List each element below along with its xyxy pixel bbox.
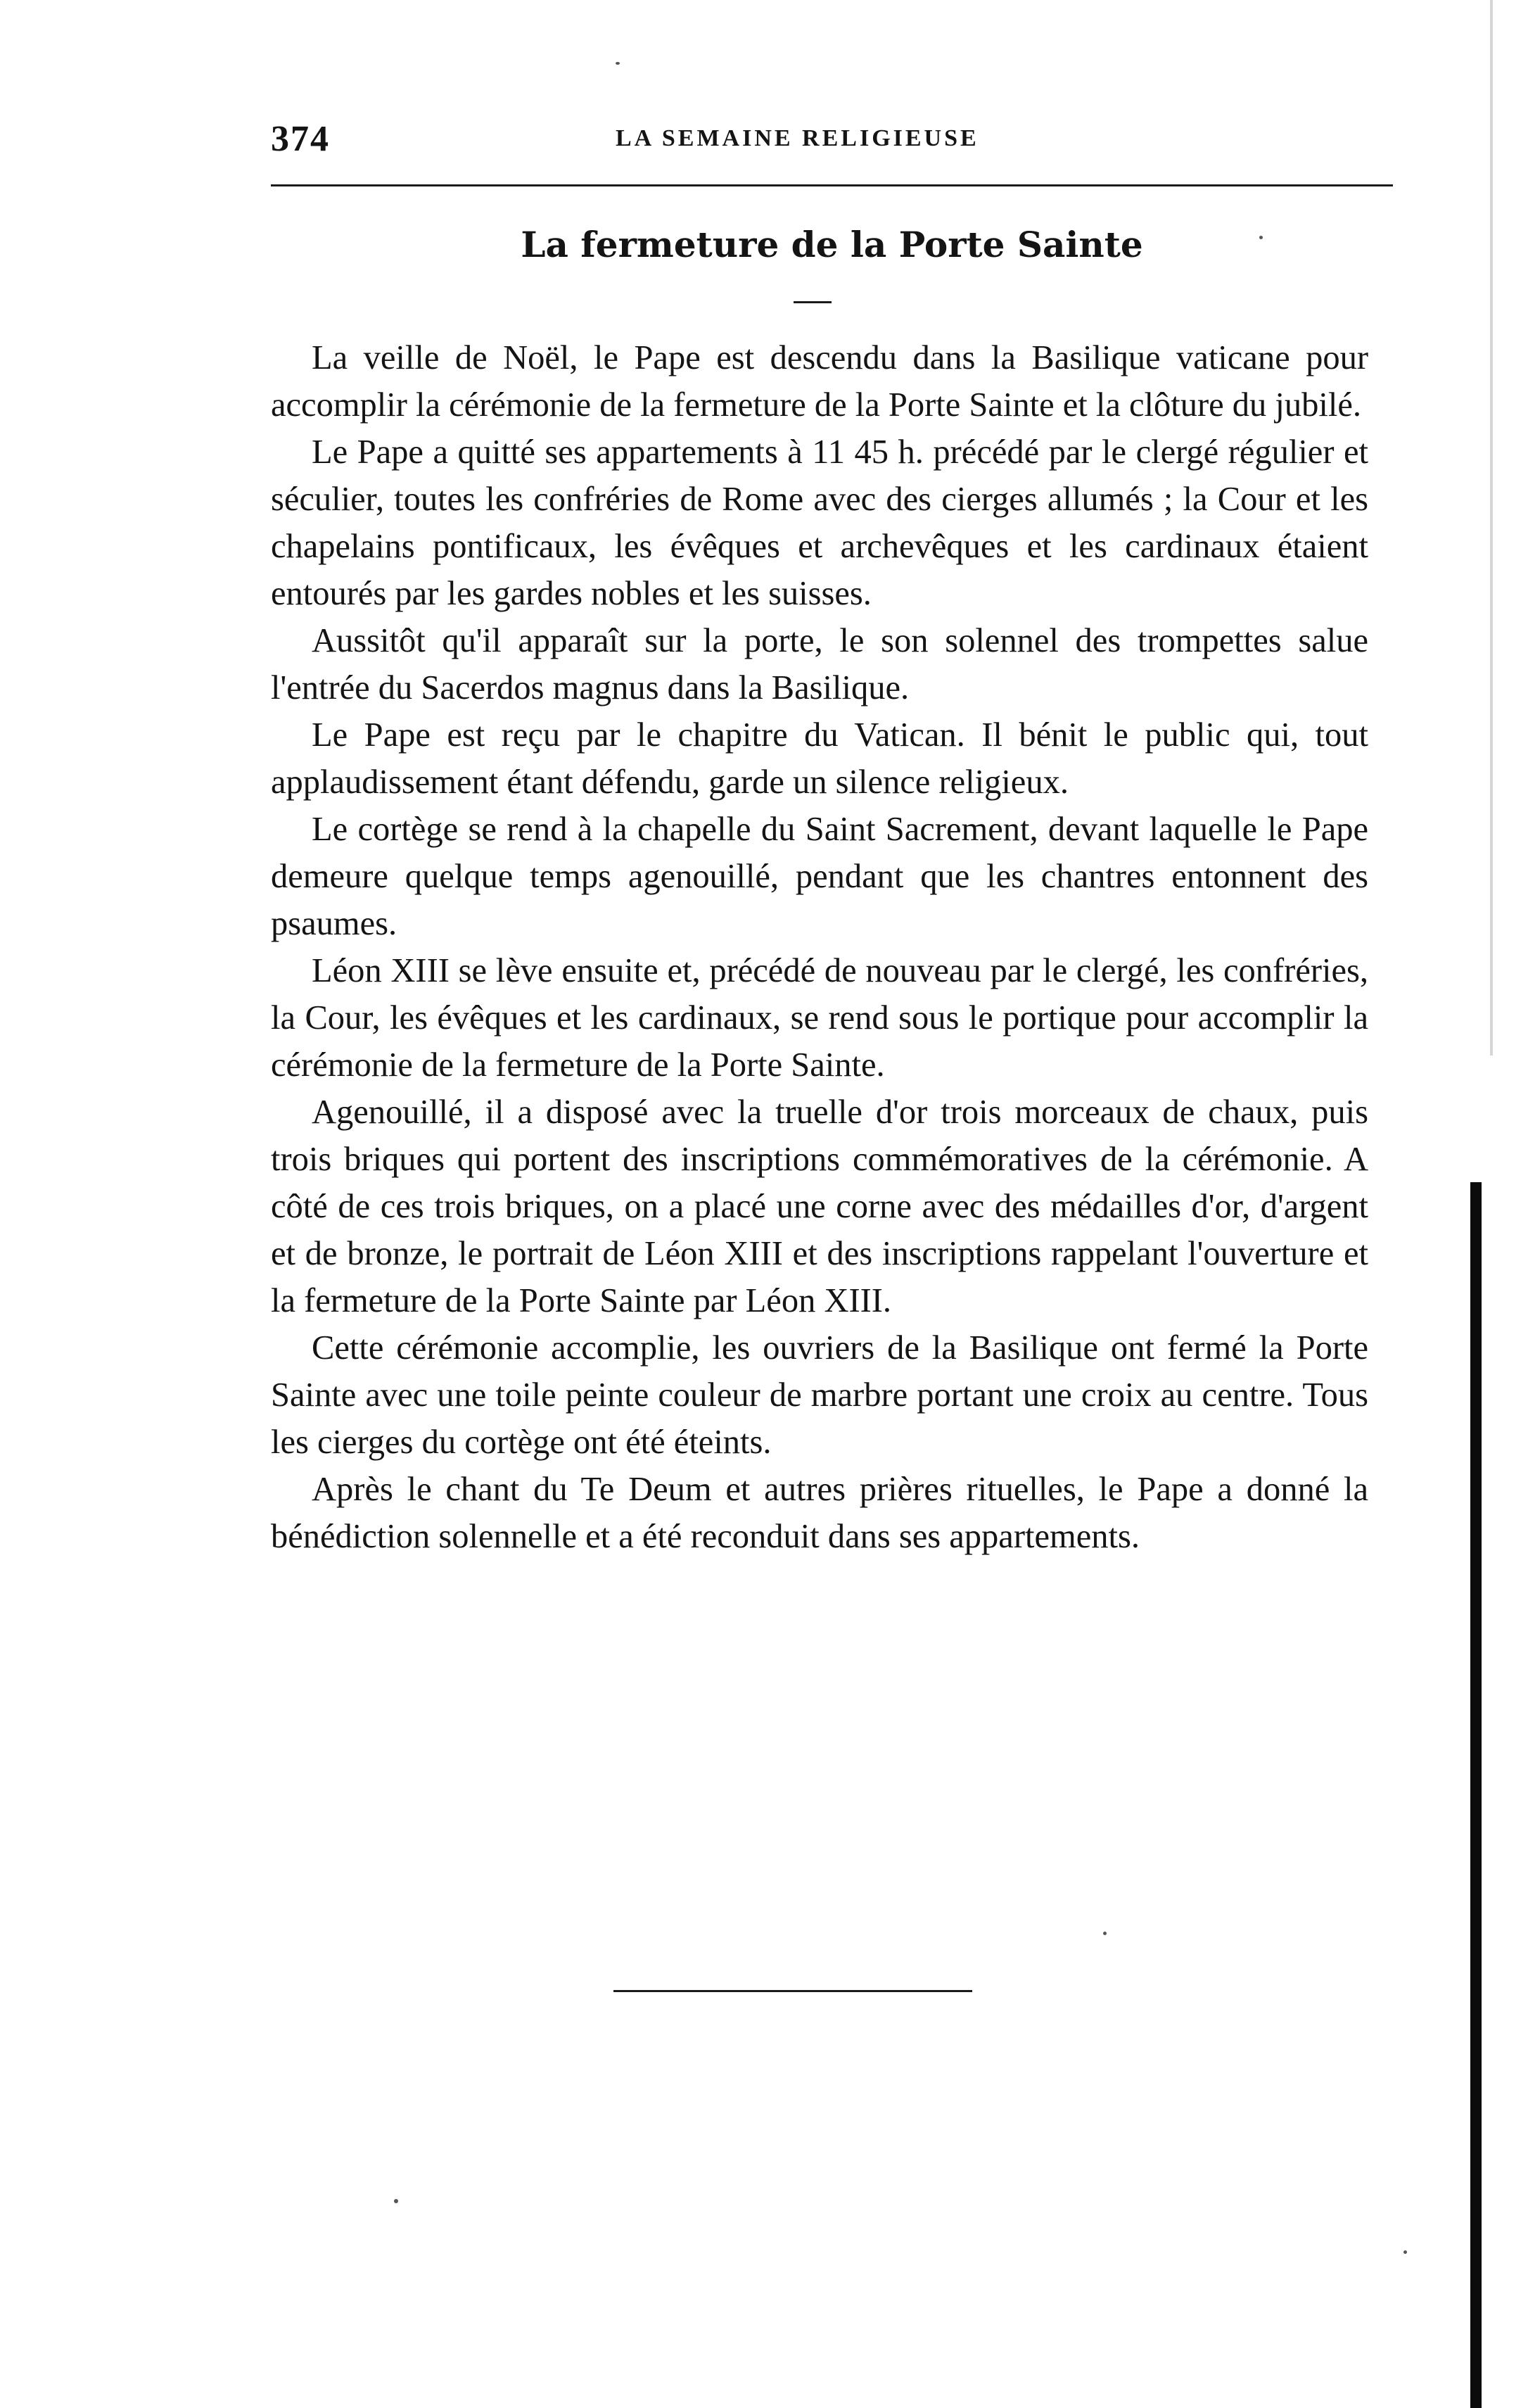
paragraph: Agenouillé, il a disposé avec la truelle d'or trois morceaux de chaux, puis trois briques qui portent des inscriptions commémoratives de la cérémonie. A côté de ces trois briques, on a placé une corne avec des médailles d'or, d'argent et de bronze, le portrait de Léon XIII et des inscriptions rappelant l'ouverture et la fermeture de la Porte Sainte par Léon XIII. (271, 1094, 1368, 1319)
scan-speck (1403, 2250, 1407, 2254)
paragraph: Le cortège se rend à la chapelle du Saint Sacrement, devant laquelle le Pape demeure quelque temps agenouillé, pendant que les chantres entonnent des psaumes. (271, 811, 1368, 942)
running-head (271, 113, 1393, 159)
scan-speck (1259, 236, 1263, 239)
paragraph: Cette cérémonie accomplie, les ouvriers de la Basilique ont fermé la Porte Sainte avec une toile peinte couleur de marbre portant une croix au centre. Tous les cierges du cortège ont été éteints. (271, 1329, 1368, 1461)
paragraph: Le Pape a quitté ses appartements à 11 45 h. précédé par le clergé régulier et séculier, toutes les confréries de Rome avec des cierges allumés ; la Cour et les chapelains pontificaux, les évêques et archevêques et les cardinaux étaient entourés par les gardes nobles et les suisses. (271, 433, 1368, 612)
paragraph: Le Pape est reçu par le chapitre du Vatican. Il bénit le public qui, tout applaudissement étant défendu, garde un silence religieux. (271, 716, 1368, 801)
scan-speck (394, 2199, 398, 2203)
page-number: 374 (271, 119, 330, 159)
header-rule (271, 184, 1393, 186)
paragraph: Léon XIII se lève ensuite et, précédé de nouveau par le clergé, les confréries, la Cour, les évêques et les cardinaux, se rend sous le portique pour accomplir la cérémonie de la fermeture de la Porte Sainte. (271, 952, 1368, 1084)
end-rule (613, 1990, 972, 1992)
scan-edge-binding (1470, 1182, 1482, 2408)
paragraph: La veille de Noël, le Pape est descendu dans la Basilique vaticane pour accomplir la cérémonie de la fermeture de la Porte Sainte et la clôture du jubilé. (271, 339, 1368, 424)
scan-edge-shadow (1490, 0, 1493, 1056)
scan-speck (616, 62, 620, 65)
paragraph: Aussitôt qu'il apparaît sur la porte, le son solennel des trompettes salue l'entrée du Sacerdos magnus dans la Basilique. (271, 622, 1368, 706)
title-dash (794, 301, 832, 303)
article-title: La fermeture de la Porte Sainte (521, 224, 1143, 265)
article-body (271, 334, 1368, 1560)
paragraph: Après le chant du Te Deum et autres prières rituelles, le Pape a donné la bénédiction solennelle et a été reconduit dans ses appartements. (271, 1471, 1368, 1555)
journal-title: LA SEMAINE RELIGIEUSE (616, 125, 979, 151)
scan-speck (1103, 1932, 1107, 1935)
